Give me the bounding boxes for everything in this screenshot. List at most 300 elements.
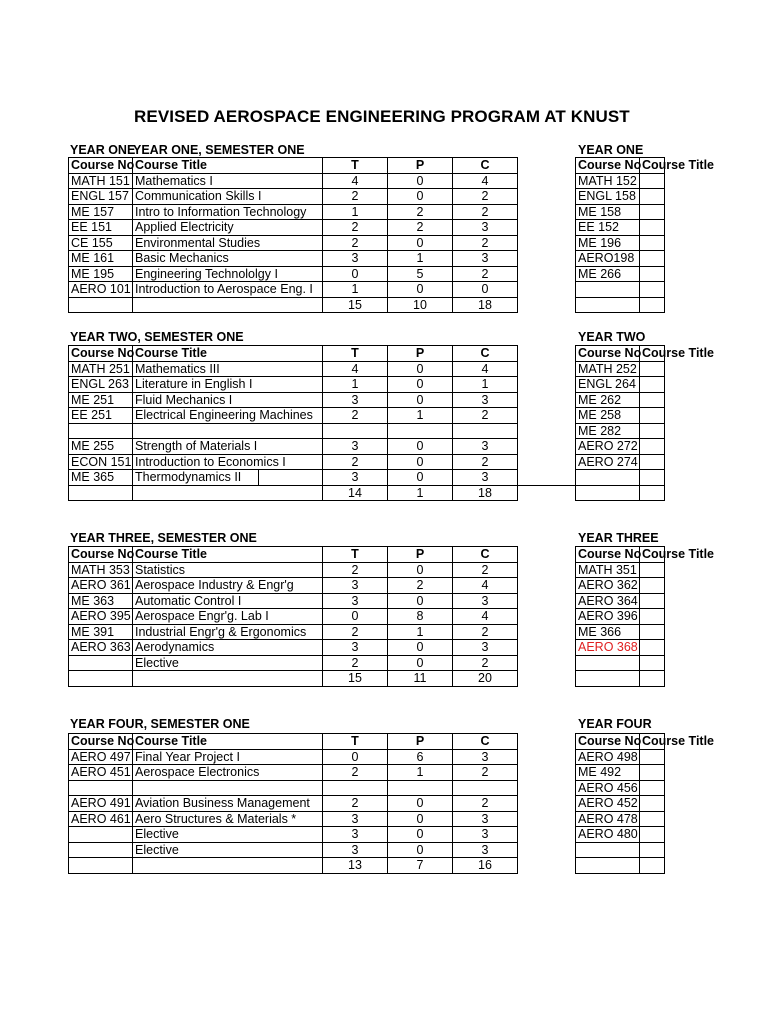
total-t: 15	[323, 297, 388, 313]
course-p: 0	[388, 189, 453, 205]
table-header-row	[69, 547, 518, 563]
course-code: MATH 353	[69, 562, 133, 578]
course-title	[640, 811, 665, 827]
course-t: 2	[323, 408, 388, 424]
course-title: Aerospace Engr'g. Lab I	[133, 609, 323, 625]
totals-row	[69, 858, 518, 874]
course-t: 1	[323, 282, 388, 298]
course-title	[640, 842, 665, 858]
course-code: ME 266	[576, 266, 640, 282]
course-title	[640, 562, 665, 578]
course-title	[640, 827, 665, 843]
header-course-title: Course Title	[133, 158, 323, 174]
table-row	[69, 266, 518, 282]
course-title: Applied Electricity	[133, 220, 323, 236]
table-row	[576, 562, 665, 578]
course-title: Intro to Information Technology	[133, 204, 323, 220]
total-c: 16	[453, 858, 518, 874]
course-t: 2	[323, 562, 388, 578]
section-label-y1-prefix: YEAR ONE	[70, 143, 136, 157]
course-title: Environmental Studies	[133, 235, 323, 251]
course-title: Aerospace Electronics	[133, 765, 323, 781]
table-row	[576, 189, 665, 205]
course-c: 3	[453, 593, 518, 609]
course-title: Fluid Mechanics I	[133, 392, 323, 408]
table-row	[576, 173, 665, 189]
course-table-y3s2	[575, 546, 715, 687]
course-title	[640, 655, 665, 671]
course-t: 2	[323, 220, 388, 236]
course-t: 2	[323, 796, 388, 812]
header-course-no: Course No	[69, 547, 133, 563]
course-code	[69, 655, 133, 671]
course-title	[640, 470, 665, 486]
course-c	[453, 423, 518, 439]
table-row	[69, 204, 518, 220]
course-code	[69, 842, 133, 858]
course-table-y2s2	[575, 345, 715, 501]
header-course-title: Course Title	[133, 547, 323, 563]
header-p: P	[388, 734, 453, 750]
course-title	[640, 408, 665, 424]
course-p: 5	[388, 266, 453, 282]
course-t: 2	[323, 454, 388, 470]
course-c: 3	[453, 842, 518, 858]
table-row	[576, 282, 665, 298]
course-title: Basic Mechanics	[133, 251, 323, 267]
course-c: 3	[453, 749, 518, 765]
right-column-clipped	[570, 0, 715, 1024]
course-c: 2	[453, 562, 518, 578]
course-title: Final Year Project I	[133, 749, 323, 765]
course-title: Aerospace Industry & Engr'g	[133, 578, 323, 594]
divider-line	[258, 485, 576, 486]
table-row	[69, 578, 518, 594]
course-t: 2	[323, 189, 388, 205]
table-row	[576, 765, 665, 781]
course-code	[69, 827, 133, 843]
table-row	[69, 189, 518, 205]
course-title	[640, 173, 665, 189]
course-c	[453, 780, 518, 796]
course-t: 4	[323, 361, 388, 377]
header-course-no: Course No	[69, 158, 133, 174]
course-code	[576, 282, 640, 298]
header-course-title: Course Title	[133, 734, 323, 750]
table-row	[69, 624, 518, 640]
course-p	[388, 780, 453, 796]
total-p: 10	[388, 297, 453, 313]
course-p: 2	[388, 578, 453, 594]
total-p: 11	[388, 671, 453, 687]
course-title	[640, 220, 665, 236]
totals-empty	[69, 297, 133, 313]
course-table-y1s1	[68, 157, 518, 313]
course-code: ME 391	[69, 624, 133, 640]
course-title	[640, 297, 665, 313]
course-title	[640, 251, 665, 267]
course-title: Introduction to Economics I	[133, 454, 323, 470]
course-code: MATH 152	[576, 173, 640, 189]
course-t	[323, 780, 388, 796]
header-c: C	[453, 158, 518, 174]
totals-empty	[133, 858, 323, 874]
course-p	[388, 423, 453, 439]
section-label-y2s1: YEAR TWO, SEMESTER ONE	[70, 330, 244, 344]
table-row	[576, 640, 665, 656]
total-p: 1	[388, 485, 453, 501]
course-t: 3	[323, 842, 388, 858]
section-label-y4s2: YEAR FOUR	[578, 717, 652, 731]
course-p: 0	[388, 562, 453, 578]
course-p: 0	[388, 470, 453, 486]
course-c: 3	[453, 251, 518, 267]
table-row	[69, 408, 518, 424]
course-c: 3	[453, 470, 518, 486]
course-t: 3	[323, 251, 388, 267]
table-row	[576, 485, 665, 501]
table-row	[69, 470, 518, 486]
table-row	[576, 454, 665, 470]
table-row	[576, 780, 665, 796]
header-course-no: Course No	[69, 346, 133, 362]
course-code: AERO 478	[576, 811, 640, 827]
course-t: 1	[323, 377, 388, 393]
totals-row	[69, 671, 518, 687]
course-title	[640, 485, 665, 501]
table-row	[576, 827, 665, 843]
course-code: AERO 452	[576, 796, 640, 812]
course-c: 4	[453, 361, 518, 377]
total-c: 18	[453, 485, 518, 501]
header-c: C	[453, 547, 518, 563]
table-row	[69, 361, 518, 377]
course-title: Literature in English I	[133, 377, 323, 393]
course-code: AERO 363	[69, 640, 133, 656]
table-row	[69, 220, 518, 236]
table-row	[576, 235, 665, 251]
course-title: Mathematics III	[133, 361, 323, 377]
table-row	[576, 811, 665, 827]
table-row	[69, 439, 518, 455]
table-row	[576, 408, 665, 424]
course-title	[640, 609, 665, 625]
course-p: 2	[388, 204, 453, 220]
header-course-no: Course No	[576, 547, 640, 563]
table-row	[576, 392, 665, 408]
course-p: 1	[388, 251, 453, 267]
course-code: AERO 451	[69, 765, 133, 781]
course-p: 0	[388, 282, 453, 298]
course-code: ME 196	[576, 235, 640, 251]
course-code	[576, 470, 640, 486]
header-course-title: Course Title	[640, 734, 665, 750]
course-title: Aero Structures & Materials *	[133, 811, 323, 827]
course-code: AERO 498	[576, 749, 640, 765]
course-code: AERO 395	[69, 609, 133, 625]
course-code: AERO 491	[69, 796, 133, 812]
course-code: AERO 274	[576, 454, 640, 470]
header-course-no: Course No	[69, 734, 133, 750]
table-row	[69, 780, 518, 796]
course-title: Automatic Control I	[133, 593, 323, 609]
course-t: 3	[323, 827, 388, 843]
course-table-y2s1	[68, 345, 518, 501]
course-table-y1s2	[575, 157, 715, 313]
course-p: 1	[388, 765, 453, 781]
table-row	[576, 220, 665, 236]
total-c: 18	[453, 297, 518, 313]
course-title	[133, 780, 323, 796]
course-code: ECON 151	[69, 454, 133, 470]
course-title	[640, 624, 665, 640]
header-p: P	[388, 547, 453, 563]
course-title	[640, 593, 665, 609]
table-row	[576, 377, 665, 393]
table-row	[69, 640, 518, 656]
course-c: 2	[453, 796, 518, 812]
table-header-row	[576, 547, 665, 563]
table-row	[576, 266, 665, 282]
totals-empty	[69, 858, 133, 874]
course-code	[576, 655, 640, 671]
course-code	[69, 423, 133, 439]
course-c: 2	[453, 408, 518, 424]
course-t: 4	[323, 173, 388, 189]
table-row	[69, 423, 518, 439]
course-code	[576, 842, 640, 858]
course-p: 0	[388, 439, 453, 455]
course-c: 2	[453, 655, 518, 671]
course-code	[576, 858, 640, 874]
course-title	[640, 671, 665, 687]
header-p: P	[388, 158, 453, 174]
header-t: T	[323, 346, 388, 362]
course-t: 2	[323, 235, 388, 251]
table-row	[69, 827, 518, 843]
table-row	[69, 609, 518, 625]
course-c: 3	[453, 811, 518, 827]
header-course-title: Course Title	[640, 158, 665, 174]
course-c: 2	[453, 204, 518, 220]
course-c: 2	[453, 266, 518, 282]
course-p: 2	[388, 220, 453, 236]
course-code: ENGL 263	[69, 377, 133, 393]
course-title	[640, 361, 665, 377]
course-p: 0	[388, 235, 453, 251]
course-p: 8	[388, 609, 453, 625]
table-row	[576, 361, 665, 377]
course-code: AERO 480	[576, 827, 640, 843]
course-title	[640, 454, 665, 470]
course-title	[640, 858, 665, 874]
course-title: Elective	[133, 827, 323, 843]
table-row	[69, 655, 518, 671]
course-code: ENGL 158	[576, 189, 640, 205]
course-title	[640, 796, 665, 812]
course-table-y3s1	[68, 546, 518, 687]
course-table-y4s2	[575, 733, 715, 874]
course-title	[640, 266, 665, 282]
course-title	[640, 282, 665, 298]
table-row	[576, 251, 665, 267]
header-course-title: Course Title	[640, 547, 665, 563]
course-p: 6	[388, 749, 453, 765]
course-code: ME 158	[576, 204, 640, 220]
course-code: AERO 456	[576, 780, 640, 796]
course-title: Engineering Technololgy I	[133, 266, 323, 282]
course-code	[69, 780, 133, 796]
course-code: ME 251	[69, 392, 133, 408]
header-course-no: Course No	[576, 158, 640, 174]
table-row	[576, 204, 665, 220]
header-p: P	[388, 346, 453, 362]
table-row	[69, 392, 518, 408]
table-row	[69, 811, 518, 827]
course-t: 0	[323, 266, 388, 282]
section-label-y4s1: YEAR FOUR, SEMESTER ONE	[70, 717, 250, 731]
total-c: 20	[453, 671, 518, 687]
total-t: 15	[323, 671, 388, 687]
course-title: Mathematics I	[133, 173, 323, 189]
course-title	[640, 765, 665, 781]
table-row	[69, 562, 518, 578]
course-title	[640, 439, 665, 455]
course-title	[640, 392, 665, 408]
table-row	[69, 251, 518, 267]
course-code: AERO 272	[576, 439, 640, 455]
table-row	[69, 593, 518, 609]
header-t: T	[323, 158, 388, 174]
course-code: EE 152	[576, 220, 640, 236]
header-course-title: Course Title	[133, 346, 323, 362]
course-p: 0	[388, 454, 453, 470]
table-row	[576, 609, 665, 625]
course-title: Industrial Engr'g & Ergonomics	[133, 624, 323, 640]
course-code	[576, 485, 640, 501]
course-title: Aviation Business Management	[133, 796, 323, 812]
section-label-y1s2: YEAR ONE	[578, 143, 644, 157]
table-row	[576, 593, 665, 609]
course-code: ENGL 264	[576, 377, 640, 393]
table-header-row	[69, 346, 518, 362]
course-code: ME 492	[576, 765, 640, 781]
course-t: 0	[323, 609, 388, 625]
course-code: AERO 497	[69, 749, 133, 765]
course-p: 0	[388, 361, 453, 377]
course-code: EE 151	[69, 220, 133, 236]
course-c: 2	[453, 765, 518, 781]
course-code: ME 161	[69, 251, 133, 267]
header-t: T	[323, 547, 388, 563]
course-t	[323, 423, 388, 439]
table-row	[576, 423, 665, 439]
course-title: Thermodynamics II	[133, 470, 323, 486]
course-code: AERO 101	[69, 282, 133, 298]
course-t: 2	[323, 765, 388, 781]
table-row	[576, 796, 665, 812]
course-t: 3	[323, 439, 388, 455]
course-code: AERO 368	[576, 640, 640, 656]
course-t: 3	[323, 392, 388, 408]
table-row	[576, 842, 665, 858]
course-code: AERO 396	[576, 609, 640, 625]
course-c: 3	[453, 439, 518, 455]
total-t: 14	[323, 485, 388, 501]
course-title: Elective	[133, 655, 323, 671]
course-p: 1	[388, 408, 453, 424]
course-code: MATH 151	[69, 173, 133, 189]
course-title	[640, 377, 665, 393]
course-code: ME 262	[576, 392, 640, 408]
course-title: Aerodynamics	[133, 640, 323, 656]
table-row	[69, 842, 518, 858]
divider-line	[258, 469, 259, 485]
course-code	[576, 297, 640, 313]
course-code: ENGL 157	[69, 189, 133, 205]
course-t: 3	[323, 593, 388, 609]
course-c: 2	[453, 624, 518, 640]
course-code: ME 363	[69, 593, 133, 609]
course-c: 3	[453, 640, 518, 656]
course-c: 3	[453, 220, 518, 236]
course-code: CE 155	[69, 235, 133, 251]
course-title	[640, 189, 665, 205]
course-title	[133, 423, 323, 439]
table-header-row	[69, 158, 518, 174]
course-title: Electrical Engineering Machines	[133, 408, 323, 424]
course-code: ME 366	[576, 624, 640, 640]
course-code: MATH 351	[576, 562, 640, 578]
course-t: 3	[323, 811, 388, 827]
header-course-no: Course No	[576, 346, 640, 362]
course-title: Communication Skills I	[133, 189, 323, 205]
course-p: 0	[388, 173, 453, 189]
table-row	[576, 858, 665, 874]
total-t: 13	[323, 858, 388, 874]
section-label-y3s1: YEAR THREE, SEMESTER ONE	[70, 531, 257, 545]
course-code	[576, 671, 640, 687]
course-p: 0	[388, 392, 453, 408]
course-code: ME 282	[576, 423, 640, 439]
table-row	[69, 749, 518, 765]
course-p: 0	[388, 377, 453, 393]
table-header-row	[576, 158, 665, 174]
course-title	[640, 780, 665, 796]
course-title: Elective	[133, 842, 323, 858]
table-row	[576, 578, 665, 594]
course-t: 2	[323, 655, 388, 671]
header-course-title: Course Title	[640, 346, 665, 362]
course-t: 2	[323, 624, 388, 640]
table-row	[69, 235, 518, 251]
course-title: Strength of Materials I	[133, 439, 323, 455]
course-code: MATH 251	[69, 361, 133, 377]
totals-row	[69, 485, 518, 501]
course-t: 3	[323, 640, 388, 656]
totals-empty	[133, 485, 323, 501]
course-title	[640, 578, 665, 594]
totals-empty	[69, 485, 133, 501]
table-row	[576, 671, 665, 687]
totals-row	[69, 297, 518, 313]
course-c: 3	[453, 392, 518, 408]
course-p: 0	[388, 796, 453, 812]
section-label-y3s2: YEAR THREE	[578, 531, 659, 545]
course-code: MATH 252	[576, 361, 640, 377]
table-header-row	[576, 346, 665, 362]
course-title	[640, 204, 665, 220]
